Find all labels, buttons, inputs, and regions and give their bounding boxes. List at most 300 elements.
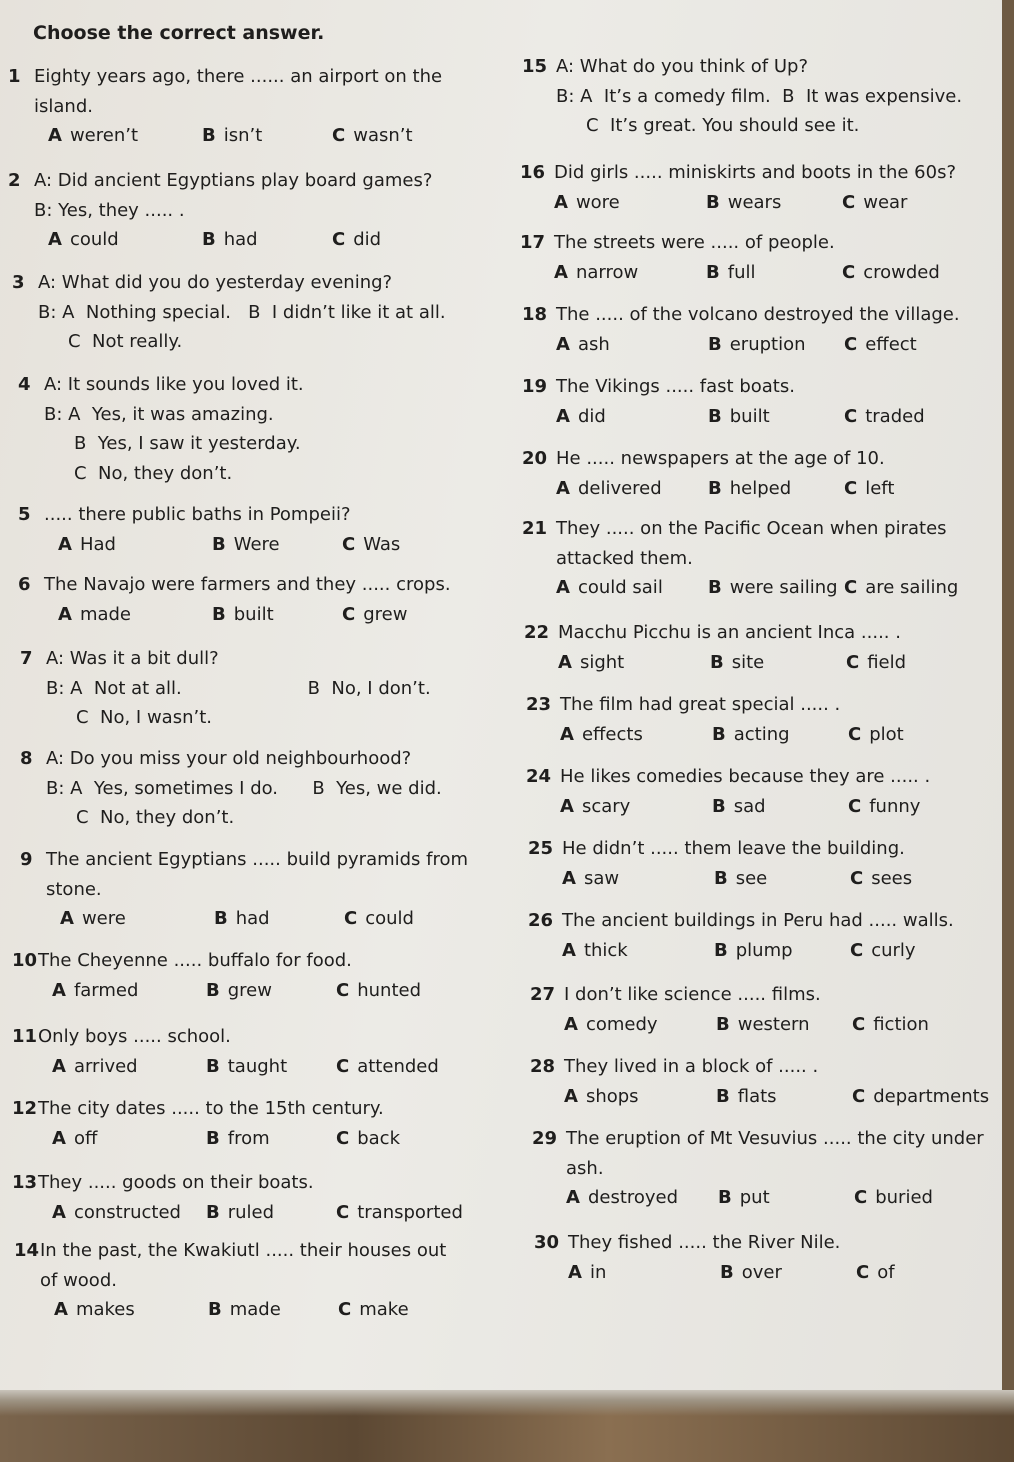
answer-options bbox=[8, 225, 432, 255]
reply-option-line[interactable]: B: A Yes, it was amazing. bbox=[44, 403, 274, 425]
option-letter: C bbox=[844, 577, 858, 599]
question-25 bbox=[528, 834, 913, 894]
option-c[interactable] bbox=[844, 402, 925, 432]
option-letter: A bbox=[48, 125, 62, 147]
option-text: wear bbox=[863, 191, 908, 213]
option-a[interactable] bbox=[554, 188, 620, 218]
question-number: 13 bbox=[12, 1172, 38, 1193]
option-c[interactable] bbox=[344, 904, 414, 934]
option-a[interactable] bbox=[58, 600, 131, 630]
question-number: 21 bbox=[522, 518, 548, 539]
option-a[interactable] bbox=[566, 1183, 678, 1213]
option-c[interactable] bbox=[842, 188, 907, 218]
option-text: were bbox=[81, 908, 126, 930]
question-stem bbox=[18, 370, 304, 400]
question-number: 8 bbox=[20, 748, 33, 769]
question-number: 19 bbox=[522, 376, 548, 397]
option-b[interactable] bbox=[206, 976, 272, 1006]
option-text: were sailing bbox=[729, 577, 838, 599]
question-number: 18 bbox=[522, 304, 548, 325]
option-text: sight bbox=[579, 651, 625, 673]
option-text: scary bbox=[581, 795, 631, 817]
option-letter: C bbox=[848, 795, 862, 817]
option-letter: C bbox=[344, 908, 358, 930]
answer-options bbox=[532, 1183, 984, 1213]
question-stem-continued bbox=[8, 196, 432, 226]
option-letter: B bbox=[716, 1085, 730, 1107]
option-a[interactable] bbox=[554, 258, 638, 288]
reply-option-line[interactable]: C Not really. bbox=[68, 331, 183, 353]
option-letter: C bbox=[852, 1013, 866, 1035]
option-c[interactable] bbox=[342, 530, 400, 560]
option-letter: A bbox=[564, 1085, 578, 1107]
option-letter: B bbox=[720, 1261, 734, 1283]
answer-options bbox=[526, 720, 904, 750]
question-stem bbox=[522, 372, 795, 402]
question-text: A: It sounds like you loved it. bbox=[44, 374, 304, 395]
question-stem bbox=[12, 946, 352, 976]
option-letter: B bbox=[206, 1127, 220, 1149]
question-number: 30 bbox=[534, 1232, 560, 1253]
option-b[interactable] bbox=[212, 530, 280, 560]
question-stem bbox=[528, 834, 905, 864]
option-letter: B bbox=[708, 405, 722, 427]
question-stem bbox=[522, 514, 947, 544]
question-stem bbox=[532, 1124, 984, 1154]
option-a[interactable] bbox=[562, 864, 619, 894]
option-b[interactable] bbox=[202, 225, 258, 255]
option-a[interactable] bbox=[48, 121, 138, 151]
question-text: A: Did ancient Egyptians play board games? bbox=[34, 170, 433, 191]
question-number: 15 bbox=[522, 56, 548, 77]
question-stem bbox=[18, 500, 351, 530]
question-text: A: What do you think of Up? bbox=[556, 56, 808, 77]
question-number: 17 bbox=[520, 232, 546, 253]
option-text: constructed bbox=[73, 1201, 181, 1223]
option-letter: B bbox=[206, 1201, 220, 1223]
option-text: had bbox=[223, 229, 258, 251]
question-number: 28 bbox=[530, 1056, 556, 1077]
option-a[interactable] bbox=[568, 1258, 606, 1288]
question-number: 16 bbox=[520, 162, 546, 183]
question-stem bbox=[524, 618, 901, 648]
option-text: from bbox=[227, 1127, 270, 1149]
answer-options bbox=[528, 936, 954, 966]
option-b[interactable] bbox=[708, 402, 770, 432]
option-letter: C bbox=[336, 979, 350, 1001]
question-7 bbox=[20, 644, 431, 733]
option-a[interactable] bbox=[564, 1082, 639, 1112]
question-text: They ..... on the Pacific Ocean when pirates bbox=[556, 518, 947, 539]
question-number: 12 bbox=[12, 1098, 38, 1119]
option-letter: B bbox=[206, 1055, 220, 1077]
option-a[interactable] bbox=[558, 648, 624, 678]
option-text: wears bbox=[727, 191, 782, 213]
option-a[interactable] bbox=[562, 936, 628, 966]
option-letter: C bbox=[336, 1055, 350, 1077]
question-text: island. bbox=[34, 95, 93, 117]
option-letter: C bbox=[856, 1261, 870, 1283]
option-text: back bbox=[357, 1127, 400, 1149]
option-letter: A bbox=[556, 333, 570, 355]
question-stem-continued bbox=[20, 875, 468, 905]
reply-option-line[interactable]: B: A Not at all. B No, I don’t. bbox=[46, 677, 431, 699]
option-text: made bbox=[229, 1299, 281, 1321]
option-text: could bbox=[365, 908, 414, 930]
question-28 bbox=[530, 1052, 990, 1112]
option-text: effect bbox=[865, 333, 917, 355]
question-text: They fished ..... the River Nile. bbox=[568, 1232, 841, 1253]
option-letter: B bbox=[710, 651, 724, 673]
question-20 bbox=[522, 444, 895, 504]
option-b[interactable] bbox=[720, 1258, 782, 1288]
option-b[interactable] bbox=[710, 648, 764, 678]
option-letter: C bbox=[844, 405, 858, 427]
option-c[interactable] bbox=[846, 648, 906, 678]
option-b[interactable] bbox=[716, 1010, 810, 1040]
question-18 bbox=[522, 300, 960, 360]
reply-option-line[interactable]: B Yes, I saw it yesterday. bbox=[74, 433, 301, 455]
question-stem bbox=[20, 744, 442, 774]
question-19 bbox=[522, 372, 925, 432]
question-26 bbox=[528, 906, 954, 966]
option-text: Were bbox=[233, 533, 280, 555]
answer-options bbox=[12, 976, 422, 1006]
question-number: 2 bbox=[8, 170, 21, 191]
question-text: The ancient Egyptians ..... build pyramids from bbox=[46, 849, 469, 870]
option-b[interactable] bbox=[212, 600, 274, 630]
option-text: of bbox=[877, 1261, 895, 1283]
option-text: built bbox=[233, 603, 274, 625]
option-letter: A bbox=[556, 577, 570, 599]
question-stem bbox=[20, 644, 431, 674]
question-text: He likes comedies because they are ..... . bbox=[560, 766, 931, 787]
option-letter: A bbox=[558, 651, 572, 673]
answer-options bbox=[12, 1052, 439, 1082]
option-a[interactable] bbox=[560, 720, 643, 750]
answer-options bbox=[522, 402, 925, 432]
question-text: Only boys ..... school. bbox=[38, 1026, 231, 1047]
question-stem bbox=[12, 1022, 231, 1052]
option-a[interactable] bbox=[52, 1124, 97, 1154]
answer-options bbox=[530, 1010, 929, 1040]
option-text: Was bbox=[363, 533, 401, 555]
option-letter: B bbox=[208, 1299, 222, 1321]
option-text: left bbox=[865, 477, 895, 499]
option-letter: C bbox=[336, 1201, 350, 1223]
reply-option-line[interactable]: C No, they don’t. bbox=[74, 463, 233, 485]
question-text: Eighty years ago, there ...... an airport on the bbox=[34, 66, 443, 87]
question-stem bbox=[14, 1236, 446, 1266]
question-number: 11 bbox=[12, 1026, 38, 1047]
option-c[interactable] bbox=[850, 864, 912, 894]
option-c[interactable] bbox=[336, 976, 421, 1006]
option-c[interactable] bbox=[336, 1198, 463, 1228]
question-stem bbox=[530, 1052, 818, 1082]
question-stem bbox=[12, 268, 446, 298]
answer-options bbox=[522, 474, 895, 504]
option-text: fiction bbox=[873, 1013, 929, 1035]
option-c[interactable] bbox=[844, 474, 894, 504]
option-b[interactable] bbox=[714, 936, 793, 966]
option-text: effects bbox=[581, 723, 643, 745]
option-letter: A bbox=[566, 1187, 580, 1209]
option-text: attended bbox=[357, 1055, 439, 1077]
question-15 bbox=[522, 52, 962, 141]
option-c[interactable] bbox=[852, 1010, 929, 1040]
question-number: 25 bbox=[528, 838, 554, 859]
question-stem bbox=[520, 228, 835, 258]
option-c[interactable] bbox=[338, 1295, 409, 1325]
option-letter: A bbox=[562, 867, 576, 889]
option-text: did bbox=[577, 405, 606, 427]
answer-options bbox=[520, 258, 940, 288]
option-a[interactable] bbox=[556, 402, 606, 432]
option-letter: A bbox=[562, 939, 576, 961]
option-b[interactable] bbox=[208, 1295, 281, 1325]
question-text: Macchu Picchu is an ancient Inca ..... . bbox=[558, 622, 901, 643]
reply-option-line[interactable]: C No, I wasn’t. bbox=[76, 707, 213, 729]
question-text: The city dates ..... to the 15th century. bbox=[38, 1098, 384, 1119]
option-letter: A bbox=[52, 1201, 66, 1223]
option-text: curly bbox=[871, 939, 916, 961]
question-text: The Navajo were farmers and they ..... crops. bbox=[44, 574, 451, 595]
option-b[interactable] bbox=[706, 188, 781, 218]
question-text: They ..... goods on their boats. bbox=[38, 1172, 314, 1193]
question-9 bbox=[20, 845, 468, 934]
option-letter: C bbox=[848, 723, 862, 745]
option-text: isn’t bbox=[223, 125, 263, 147]
option-b[interactable] bbox=[712, 720, 790, 750]
option-b[interactable] bbox=[206, 1198, 274, 1228]
option-c[interactable] bbox=[844, 573, 958, 603]
question-12 bbox=[12, 1094, 400, 1154]
question-text: The Cheyenne ..... buffalo for food. bbox=[38, 950, 352, 971]
option-letter: B bbox=[706, 191, 720, 213]
answer-options bbox=[530, 1082, 990, 1112]
option-text: destroyed bbox=[587, 1187, 679, 1209]
question-4 bbox=[18, 370, 304, 489]
option-c[interactable] bbox=[856, 1258, 895, 1288]
option-c[interactable] bbox=[848, 792, 920, 822]
answer-options bbox=[14, 1295, 446, 1325]
option-letter: A bbox=[554, 191, 568, 213]
option-a[interactable] bbox=[52, 976, 138, 1006]
option-letter: C bbox=[844, 477, 858, 499]
option-letter: A bbox=[568, 1261, 582, 1283]
option-text: ash bbox=[577, 333, 610, 355]
option-text: makes bbox=[75, 1299, 135, 1321]
option-a[interactable] bbox=[58, 530, 116, 560]
question-1 bbox=[8, 62, 442, 151]
option-text: in bbox=[589, 1261, 607, 1283]
question-stem bbox=[528, 906, 954, 936]
question-text: stone. bbox=[46, 878, 102, 900]
question-text: In the past, the Kwakiutl ..... their houses out bbox=[40, 1240, 447, 1261]
answer-options bbox=[12, 1124, 400, 1154]
question-3 bbox=[12, 268, 446, 357]
option-text: full bbox=[727, 261, 756, 283]
answer-options bbox=[12, 1198, 463, 1228]
option-c[interactable] bbox=[842, 258, 940, 288]
option-b[interactable] bbox=[706, 258, 755, 288]
option-b[interactable] bbox=[214, 904, 270, 934]
option-letter: A bbox=[564, 1013, 578, 1035]
option-text: grew bbox=[227, 979, 272, 1001]
question-stem bbox=[530, 980, 821, 1010]
option-a[interactable] bbox=[60, 904, 126, 934]
option-text: funny bbox=[869, 795, 921, 817]
question-stem bbox=[534, 1228, 840, 1258]
question-stem bbox=[520, 158, 956, 188]
question-stem bbox=[8, 62, 442, 92]
option-a[interactable] bbox=[556, 573, 663, 603]
question-stem bbox=[18, 570, 451, 600]
option-a[interactable] bbox=[564, 1010, 658, 1040]
option-text: traded bbox=[865, 405, 925, 427]
question-stem bbox=[522, 444, 885, 474]
option-text: sad bbox=[733, 795, 766, 817]
reply-option-line[interactable]: C It’s great. You should see it. bbox=[586, 115, 860, 137]
option-a[interactable] bbox=[556, 330, 610, 360]
question-text: The ancient buildings in Peru had ..... walls. bbox=[562, 910, 954, 931]
option-letter: A bbox=[48, 229, 62, 251]
option-text: delivered bbox=[577, 477, 662, 499]
option-c[interactable] bbox=[342, 600, 407, 630]
option-letter: A bbox=[554, 261, 568, 283]
option-letter: C bbox=[332, 229, 346, 251]
reply-option-line[interactable]: B: A It’s a comedy film. B It was expensive. bbox=[556, 85, 963, 107]
option-b[interactable] bbox=[712, 792, 766, 822]
question-text: A: Was it a bit dull? bbox=[46, 648, 219, 669]
option-text: sees bbox=[871, 867, 913, 889]
question-17 bbox=[520, 228, 940, 288]
option-c[interactable] bbox=[336, 1124, 400, 1154]
option-letter: A bbox=[556, 405, 570, 427]
option-text: site bbox=[731, 651, 765, 673]
option-c[interactable] bbox=[850, 936, 916, 966]
option-letter: C bbox=[842, 261, 856, 283]
option-letter: A bbox=[52, 1127, 66, 1149]
question-text: The film had great special ..... . bbox=[560, 694, 841, 715]
option-letter: A bbox=[60, 908, 74, 930]
option-text: field bbox=[867, 651, 907, 673]
option-letter: A bbox=[58, 533, 72, 555]
option-text: weren’t bbox=[69, 125, 138, 147]
option-text: farmed bbox=[73, 979, 139, 1001]
option-b[interactable] bbox=[714, 864, 767, 894]
option-text: buried bbox=[875, 1187, 933, 1209]
question-23 bbox=[526, 690, 904, 750]
option-c[interactable] bbox=[854, 1183, 933, 1213]
option-letter: B bbox=[202, 229, 216, 251]
question-number: 14 bbox=[14, 1240, 40, 1261]
reply-option-line[interactable]: B: A Yes, sometimes I do. B Yes, we did. bbox=[46, 777, 442, 799]
question-number: 22 bbox=[524, 622, 550, 643]
option-c[interactable] bbox=[332, 225, 381, 255]
option-text: ruled bbox=[227, 1201, 275, 1223]
question-number: 27 bbox=[530, 984, 556, 1005]
option-letter: B bbox=[212, 533, 226, 555]
option-letter: A bbox=[560, 723, 574, 745]
question-stem bbox=[526, 762, 930, 792]
option-text: are sailing bbox=[865, 577, 959, 599]
option-text: over bbox=[741, 1261, 782, 1283]
option-letter: C bbox=[342, 533, 356, 555]
option-c[interactable] bbox=[336, 1052, 439, 1082]
question-text: The eruption of Mt Vesuvius ..... the city under bbox=[566, 1128, 984, 1149]
option-b[interactable] bbox=[202, 121, 262, 151]
question-number: 29 bbox=[532, 1128, 558, 1149]
question-stem bbox=[522, 52, 962, 82]
question-stem-continued bbox=[14, 1266, 446, 1296]
question-text: A: Do you miss your old neighbourhood? bbox=[46, 748, 412, 769]
reply-option-line[interactable]: B: A Nothing special. B I didn’t like it at all. bbox=[38, 301, 446, 323]
option-a[interactable] bbox=[48, 225, 119, 255]
option-text: plot bbox=[869, 723, 904, 745]
option-text: had bbox=[235, 908, 270, 930]
question-text: He didn’t ..... them leave the building. bbox=[562, 838, 905, 859]
option-b[interactable] bbox=[206, 1124, 270, 1154]
option-c[interactable] bbox=[844, 330, 917, 360]
option-letter: B bbox=[708, 577, 722, 599]
option-b[interactable] bbox=[718, 1183, 770, 1213]
answer-options bbox=[524, 648, 907, 678]
option-b[interactable] bbox=[206, 1052, 287, 1082]
question-5 bbox=[18, 500, 401, 560]
question-13 bbox=[12, 1168, 463, 1228]
option-a[interactable] bbox=[52, 1052, 138, 1082]
floor-background bbox=[0, 1390, 1014, 1462]
question-stem bbox=[526, 690, 840, 720]
option-text: transported bbox=[357, 1201, 463, 1223]
option-a[interactable] bbox=[54, 1295, 135, 1325]
answer-options bbox=[18, 600, 451, 630]
question-stem-continued bbox=[8, 92, 442, 122]
option-letter: C bbox=[342, 603, 356, 625]
option-text: could sail bbox=[577, 577, 663, 599]
option-text: western bbox=[737, 1013, 810, 1035]
option-b[interactable] bbox=[708, 330, 806, 360]
answer-options bbox=[534, 1258, 895, 1288]
question-stem-continued bbox=[532, 1154, 984, 1184]
option-c[interactable] bbox=[332, 121, 413, 151]
question-text: ash. bbox=[566, 1157, 604, 1179]
option-b[interactable] bbox=[708, 474, 791, 504]
question-text: The streets were ..... of people. bbox=[554, 232, 835, 253]
option-b[interactable] bbox=[708, 573, 838, 603]
option-c[interactable] bbox=[852, 1082, 989, 1112]
option-letter: B bbox=[712, 795, 726, 817]
question-number: 6 bbox=[18, 574, 31, 595]
option-a[interactable] bbox=[556, 474, 662, 504]
option-letter: B bbox=[206, 979, 220, 1001]
reply-option-line[interactable]: C No, they don’t. bbox=[76, 807, 235, 829]
question-text: ..... there public baths in Pompeii? bbox=[44, 504, 351, 525]
option-text: could bbox=[69, 229, 119, 251]
option-letter: B bbox=[212, 603, 226, 625]
option-c[interactable] bbox=[848, 720, 904, 750]
option-letter: C bbox=[852, 1085, 866, 1107]
option-letter: B bbox=[708, 333, 722, 355]
question-stem bbox=[20, 845, 468, 875]
question-text: They lived in a block of ..... . bbox=[564, 1056, 819, 1077]
option-a[interactable] bbox=[560, 792, 630, 822]
option-text: hunted bbox=[357, 979, 422, 1001]
option-b[interactable] bbox=[716, 1082, 777, 1112]
option-a[interactable] bbox=[52, 1198, 181, 1228]
question-number: 9 bbox=[20, 849, 33, 870]
